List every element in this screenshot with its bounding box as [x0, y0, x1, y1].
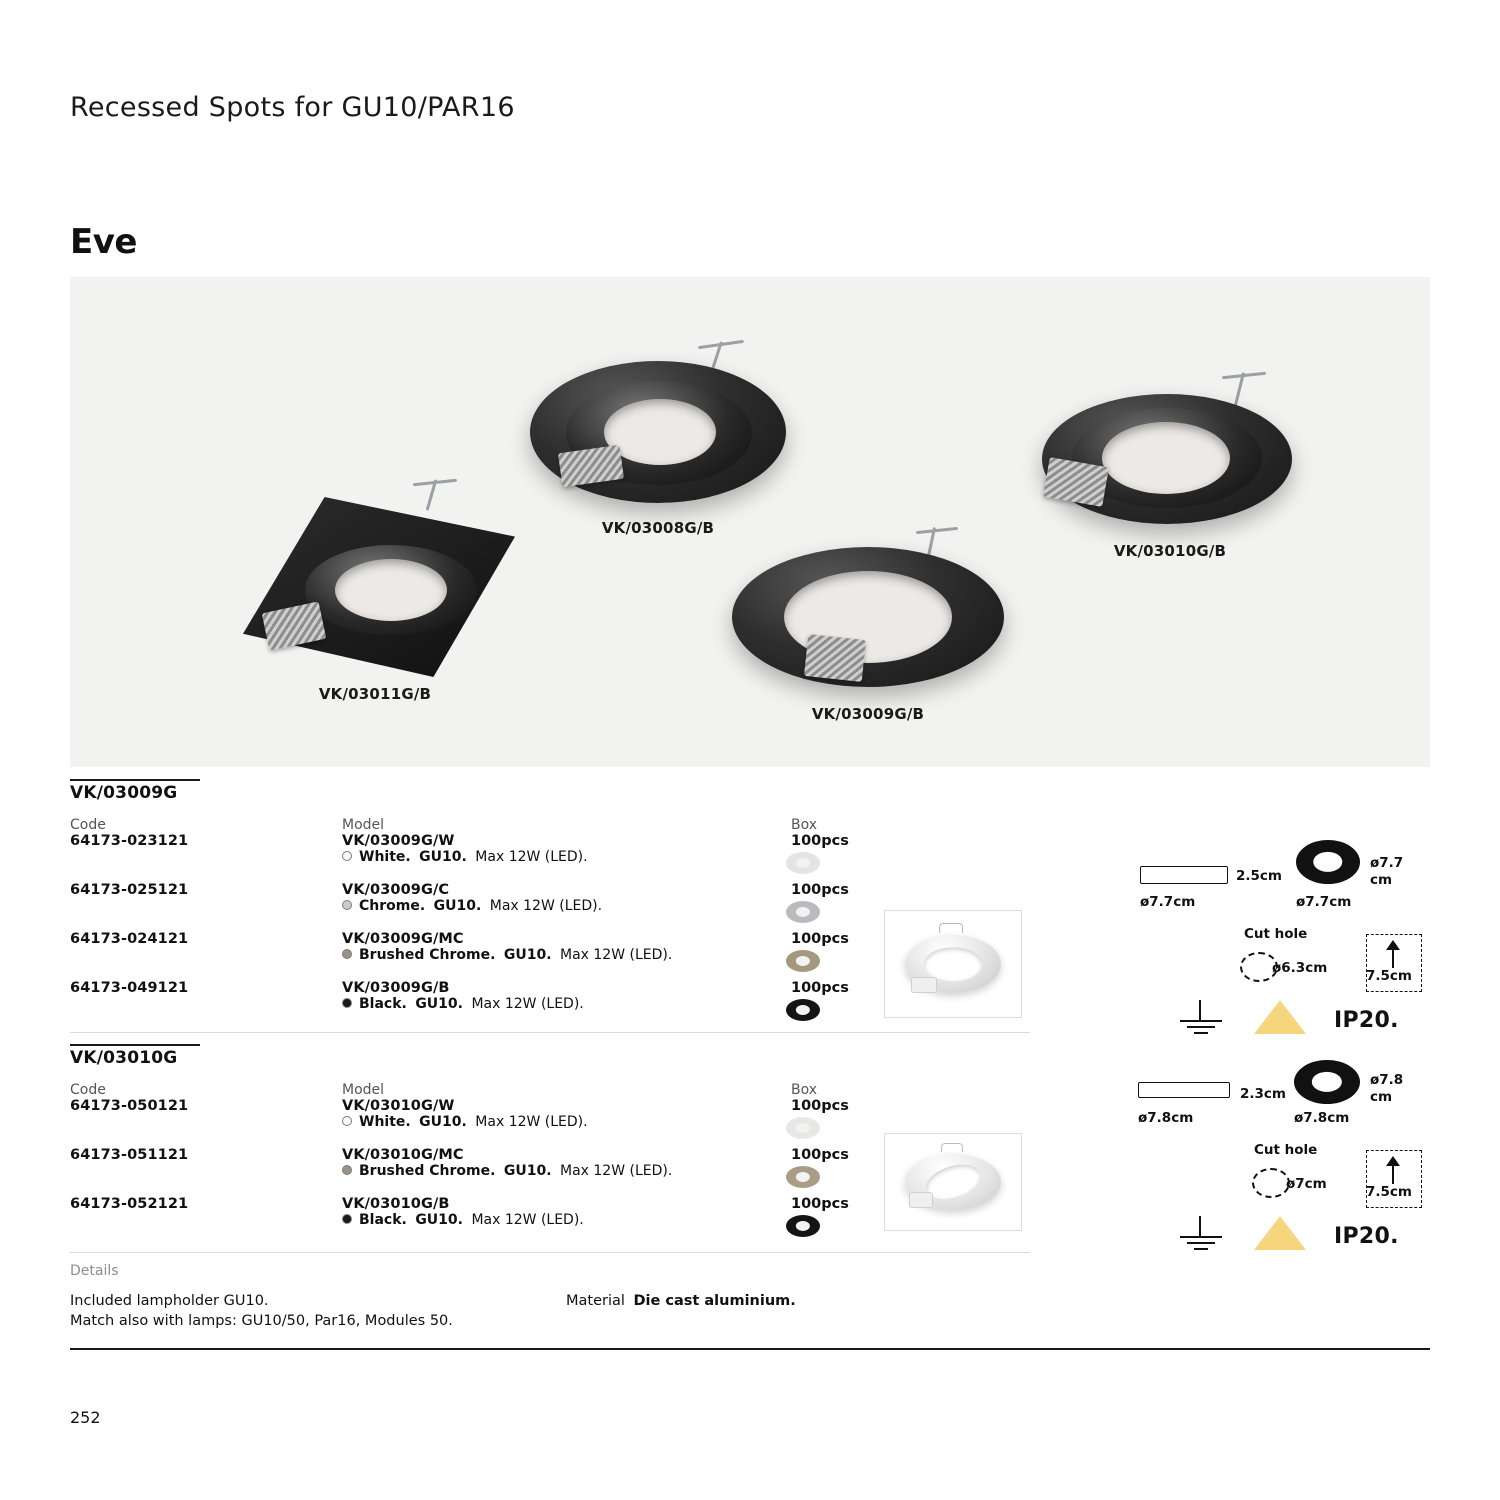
- photo-caption: VK/03010G/B: [1113, 542, 1227, 560]
- details-line-2: Match also with lamps: GU10/50, Par16, Modules 50.: [70, 1313, 453, 1329]
- row-code: 64173-049121: [70, 980, 189, 996]
- height-label: 2.3cm: [1240, 1086, 1286, 1102]
- row-code: 64173-052121: [70, 1196, 189, 1212]
- row-description: [342, 1114, 588, 1130]
- row-power: Max 12W (LED).: [475, 849, 588, 865]
- cut-hole-label: ø6.3cm: [1272, 960, 1328, 976]
- front-view-icon: [1296, 840, 1360, 884]
- row-box: 100pcs: [791, 931, 849, 947]
- row-code: 64173-023121: [70, 833, 189, 849]
- row-lamp: GU10.: [433, 898, 482, 914]
- row-box: 100pcs: [791, 1098, 849, 1114]
- details-material: [566, 1290, 796, 1312]
- row-model: VK/03010G/B: [342, 1196, 450, 1212]
- outer-diameter-unit: cm: [1370, 1089, 1393, 1105]
- divider: [70, 1044, 200, 1046]
- page-number: 252: [70, 1408, 101, 1427]
- row-power: Max 12W (LED).: [559, 1163, 673, 1179]
- row-description: [342, 849, 588, 865]
- finish-swatch: [342, 1116, 352, 1126]
- product-family-title: Eve: [70, 222, 137, 262]
- box-color-icon: [786, 950, 820, 972]
- row-lamp: GU10.: [419, 1114, 467, 1130]
- photo-caption: VK/03011G/B: [318, 685, 432, 703]
- cut-hole-title: Cut hole: [1254, 1142, 1318, 1158]
- row-description: [342, 947, 672, 963]
- box-color-icon: [786, 1117, 820, 1139]
- row-power: Max 12W (LED).: [471, 1212, 584, 1228]
- row-description: [342, 1212, 584, 1228]
- row-lamp: GU10.: [503, 947, 552, 963]
- cut-hole-title: Cut hole: [1244, 926, 1308, 942]
- row-model: VK/03009G/W: [342, 833, 455, 849]
- row-model: VK/03010G/W: [342, 1098, 455, 1114]
- column-header-model: Model: [342, 817, 385, 833]
- finish-swatch: [342, 900, 352, 910]
- photo-caption: VK/03008G/B: [601, 519, 715, 537]
- box-color-icon: [786, 901, 820, 923]
- row-model: VK/03009G/B: [342, 980, 450, 996]
- details-label: Details: [70, 1263, 119, 1279]
- finish-swatch: [342, 949, 352, 959]
- group-title-1: VK/03009G: [70, 783, 178, 803]
- column-header-box: Box: [791, 1082, 818, 1098]
- outer-diameter-label: ø7.7: [1370, 855, 1404, 871]
- box-color-icon: [786, 1215, 820, 1237]
- row-code: 64173-051121: [70, 1147, 189, 1163]
- row-description: [342, 898, 602, 914]
- row-box: 100pcs: [791, 980, 849, 996]
- row-finish: Black.: [359, 1212, 407, 1228]
- depth-label: 7.5cm: [1366, 1184, 1412, 1200]
- row-description: [342, 1163, 672, 1179]
- side-diameter-label: ø7.8cm: [1138, 1110, 1194, 1126]
- row-finish: White.: [359, 849, 411, 865]
- box-color-icon: [786, 999, 820, 1021]
- depth-label: 7.5cm: [1366, 968, 1412, 984]
- hero-product-photo: [70, 277, 1430, 767]
- material-value: Die cast aluminium.: [633, 1293, 796, 1309]
- side-view-icon: [1140, 866, 1228, 884]
- row-description: [342, 996, 584, 1012]
- height-label: 2.5cm: [1236, 868, 1282, 884]
- row-box: 100pcs: [791, 833, 849, 849]
- finish-swatch: [342, 1214, 352, 1224]
- divider: [70, 1032, 1030, 1033]
- row-code: 64173-024121: [70, 931, 189, 947]
- row-code: 64173-025121: [70, 882, 189, 898]
- box-color-icon: [786, 852, 820, 874]
- row-lamp: GU10.: [419, 849, 467, 865]
- row-code: 64173-050121: [70, 1098, 189, 1114]
- row-power: Max 12W (LED).: [471, 996, 584, 1012]
- ip-rating-label: IP20.: [1334, 1008, 1399, 1033]
- row-box: 100pcs: [791, 1147, 849, 1163]
- front-diameter-label: ø7.7cm: [1296, 894, 1352, 910]
- product-thumbnail-vk03010g: [884, 1133, 1022, 1231]
- row-finish: Brushed Chrome.: [359, 1163, 496, 1179]
- row-finish: White.: [359, 1114, 411, 1130]
- row-lamp: GU10.: [503, 1163, 552, 1179]
- product-thumbnail-vk03009g: [884, 910, 1022, 1018]
- details-line-1: Included lampholder GU10.: [70, 1293, 269, 1309]
- column-header-code: Code: [70, 1082, 106, 1098]
- page-title: Recessed Spots for GU10/PAR16: [70, 92, 515, 123]
- photo-caption: VK/03009G/B: [811, 705, 925, 723]
- ip-rating-label: IP20.: [1334, 1224, 1399, 1249]
- side-view-icon: [1138, 1082, 1230, 1098]
- row-power: Max 12W (LED).: [559, 947, 673, 963]
- side-diameter-label: ø7.7cm: [1140, 894, 1196, 910]
- product-photo-vk03009gb: [710, 527, 1040, 727]
- row-lamp: GU10.: [415, 1212, 463, 1228]
- front-view-icon: [1294, 1060, 1360, 1104]
- cut-hole-icon: [1252, 1168, 1290, 1198]
- finish-swatch: [342, 998, 352, 1008]
- row-finish: Black.: [359, 996, 407, 1012]
- product-photo-vk03008gb: [530, 337, 830, 547]
- finish-swatch: [342, 851, 352, 861]
- group-title-2: VK/03010G: [70, 1048, 178, 1068]
- row-model: VK/03009G/C: [342, 882, 450, 898]
- row-power: Max 12W (LED).: [475, 1114, 588, 1130]
- row-power: Max 12W (LED).: [489, 898, 603, 914]
- row-model: VK/03009G/MC: [342, 931, 464, 947]
- outer-diameter-label: ø7.8: [1370, 1072, 1404, 1088]
- row-model: VK/03010G/MC: [342, 1147, 464, 1163]
- material-label: Material: [566, 1293, 625, 1309]
- row-finish: Chrome.: [359, 898, 426, 914]
- row-box: 100pcs: [791, 882, 849, 898]
- column-header-box: Box: [791, 817, 818, 833]
- box-color-icon: [786, 1166, 820, 1188]
- row-box: 100pcs: [791, 1196, 849, 1212]
- column-header-code: Code: [70, 817, 106, 833]
- row-lamp: GU10.: [415, 996, 463, 1012]
- beam-icon: [1254, 1216, 1306, 1250]
- row-finish: Brushed Chrome.: [359, 947, 496, 963]
- beam-icon: [1254, 1000, 1306, 1034]
- outer-diameter-unit: cm: [1370, 872, 1393, 888]
- column-header-model: Model: [342, 1082, 385, 1098]
- product-photo-vk03011gb: [205, 467, 535, 717]
- footer-divider: [70, 1348, 1430, 1350]
- cut-hole-label: ø7cm: [1286, 1176, 1327, 1192]
- front-diameter-label: ø7.8cm: [1294, 1110, 1350, 1126]
- divider: [70, 779, 200, 781]
- divider: [70, 1252, 1030, 1253]
- finish-swatch: [342, 1165, 352, 1175]
